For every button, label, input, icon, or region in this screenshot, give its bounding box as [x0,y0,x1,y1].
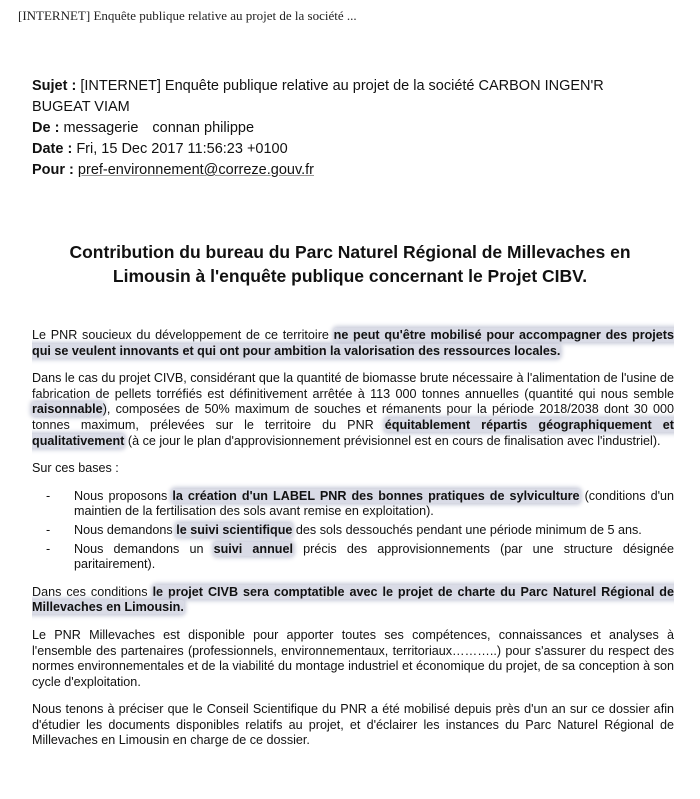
from-sender-service: messagerie [63,120,139,136]
paragraph-availability: Le PNR Millevaches est disponible pour apporter toutes ses compétences, connaissances et analyses à l'ensemble des partenaires (professionnels, environnementaux, territoriaux………..) pour s'assurer du respect des normes environnementales et de la viabilité du montage industriel et économique du projet, de sa conception à son cycle d'exploitation. [32,627,674,689]
highlight-suivi-annuel: suivi annuel [213,541,293,556]
proposals-list [32,489,674,573]
list-item-text: des sols dessouchés pendant une période minimum de 5 ans. [292,522,642,537]
list-dash: - [46,522,51,537]
from-label: De : [32,120,60,136]
paragraph-civb-text-1: Dans le cas du projet CIVB, considérant que la quantité de biomasse brute nécessaire à l'alimentation de l'usine de fabrication de pellets torréfiés est définitivement arrêtée à 113 000 tonnes annuelles (quantité qui nous semble [32,371,674,401]
list-item [32,542,674,573]
paragraph-civb-context [32,371,674,449]
date-row [32,139,672,160]
document-title [40,240,660,288]
highlight-suivi-scientifique: le suivi scientifique [176,522,293,537]
list-item-text: Nous proposons [74,488,173,503]
highlight-label-pnr: la création d'un LABEL PNR des bonnes pratiques de sylviculture [172,488,580,503]
list-item-text: Nous demandons un [74,541,214,556]
document-title-line-1: Contribution du bureau du Parc Naturel Régional de Millevaches en [69,242,631,262]
subject-label: Sujet : [32,78,77,94]
highlight-mobilise: ne peut qu'être mobilisé pour accompagner des projets qui se veulent innovants et qui ont pour ambition la valorisation des ressources locales. [32,328,675,358]
highlight-raisonnable: raisonnable [32,402,103,417]
to-email-value: pref-environnement@correze.gouv.fr [77,162,315,178]
paragraph-intro [32,328,674,359]
to-label: Pour : [32,162,74,178]
subject-value-continued: BUGEAT VIAM [32,99,130,115]
document-title-line-2: Limousin à l'enquête publique concernant le Projet CIBV. [112,266,588,286]
email-metadata [32,76,672,181]
date-value: Fri, 15 Dec 2017 11:56:23 +0100 [76,141,288,157]
list-dash: - [46,488,51,503]
document-body [32,328,674,761]
list-item-text: (conditions d'un maintien de la fertilisation des sols avant remise en exploitation). [74,488,674,519]
list-item [32,489,674,520]
paragraph-bases: Sur ces bases : [32,461,119,476]
from-row [32,118,672,139]
subject-row-continued [32,97,672,118]
list-item [32,523,674,539]
paragraph-intro-text: Le PNR soucieux du développement de ce territoire [32,328,334,342]
paragraph-conditions [32,585,674,616]
to-row [32,160,672,181]
list-dash: - [46,541,51,556]
highlight-charte: le projet CIVB sera comptatible avec le projet de charte du Parc Naturel Régional de Millevaches en Limousin. [32,584,674,615]
paragraph-civb-text-3: (à ce jour le plan d'approvisionnement prévisionnel est en cours de finalisation avec l'industriel). [124,433,661,448]
from-sender-name: connan philippe [152,120,255,136]
subject-value: [INTERNET] Enquête publique relative au projet de la société CARBON INGEN'R [80,78,604,94]
list-item-text: précis des approvisionnements (par une structure désignée paritairement). [74,541,674,572]
list-item-text: Nous demandons [74,522,177,537]
paragraph-scientific-council: Nous tenons à préciser que le Conseil Scientifique du PNR a été mobilisé depuis près d'un an sur ce dossier afin d'étudier les documents disponibles relatifs au projet, et d'éclairer les instances du Parc Naturel Régional de Millevaches en Limousin en charge de ce dossier. [32,702,674,748]
highlight-repartition: équitablement répartis géographiquement et qualitativement [32,417,674,448]
date-label: Date : [32,141,73,157]
subject-row [32,76,672,97]
paragraph-conditions-text: Dans ces conditions [32,584,153,599]
document-header-title: [INTERNET] Enquête publique relative au projet de la société ... [18,8,357,23]
paragraph-civb-text-2: ), composées de 50% maximum de souches et rémanents pour la période 2018/2038 dont 30 000 tonnes maximum, prélevées sur le territoire du PNR [32,402,674,432]
